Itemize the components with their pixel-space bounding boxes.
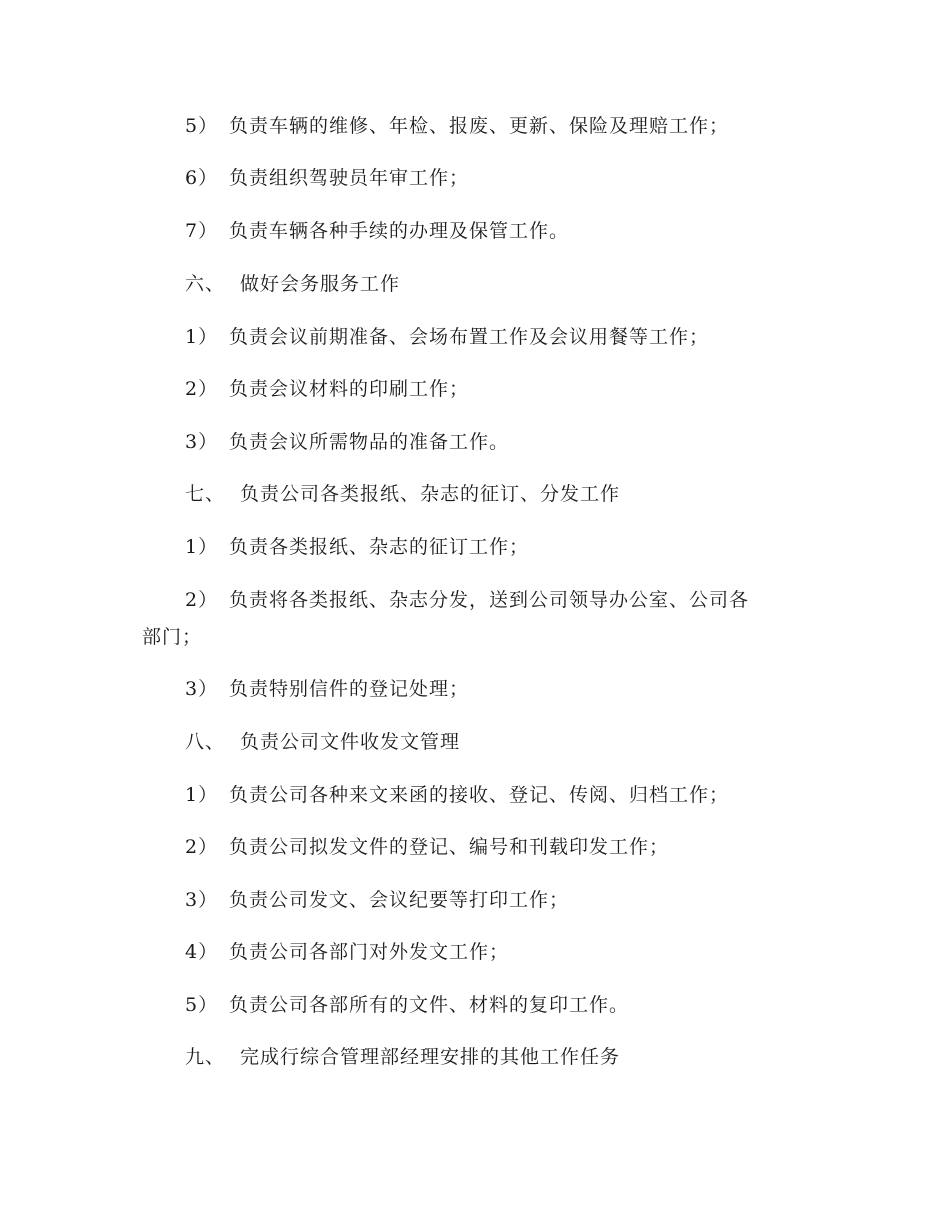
item-continuation: [142, 625, 202, 649]
section-title: 负责公司文件收发文管理: [240, 731, 461, 753]
item-text: 负责会议前期准备、会场布置工作及会议用餐等工作；: [229, 326, 710, 348]
list-item: [185, 430, 509, 454]
list-item: [185, 940, 509, 964]
list-item: [185, 993, 629, 1017]
list-item: [185, 835, 669, 859]
item-marker: 3）: [185, 431, 219, 453]
item-marker: 2）: [185, 836, 219, 858]
item-text: 负责公司发文、会议纪要等打印工作；: [229, 889, 570, 911]
item-marker: 3）: [185, 889, 219, 911]
item-marker: 5）: [185, 994, 219, 1016]
item-text-continuation: 部门；: [142, 626, 203, 648]
item-text: 负责公司各部所有的文件、材料的复印工作。: [229, 994, 630, 1016]
item-marker: 1）: [185, 784, 219, 806]
section-marker: 六、: [185, 273, 226, 295]
list-item: [185, 219, 569, 243]
list-item: [185, 588, 749, 612]
list-item: [185, 114, 729, 138]
item-text: 负责会议材料的印刷工作；: [229, 378, 470, 400]
section-title: 做好会务服务工作: [240, 273, 401, 295]
list-item: [185, 325, 709, 349]
item-marker: 2）: [185, 378, 219, 400]
item-text: 负责将各类报纸、杂志分发，送到公司领导办公室、公司各: [229, 589, 750, 611]
list-item: [185, 535, 529, 559]
section-title: 完成行综合管理部经理安排的其他工作任务: [240, 1046, 621, 1068]
section-marker: 七、: [185, 483, 226, 505]
item-text: 负责各类报纸、杂志的征订工作；: [229, 536, 530, 558]
item-marker: 6）: [185, 167, 219, 189]
item-marker: 2）: [185, 589, 219, 611]
item-marker: 5）: [185, 115, 219, 137]
section-heading: [185, 482, 620, 506]
section-heading: [185, 730, 460, 754]
item-text: 负责公司各种来文来函的接收、登记、传阅、归档工作；: [229, 784, 730, 806]
item-text: 负责会议所需物品的准备工作。: [229, 431, 510, 453]
list-item: [185, 783, 729, 807]
item-text: 负责组织驾驶员年审工作；: [229, 167, 470, 189]
item-text: 负责公司拟发文件的登记、编号和刊载印发工作；: [229, 836, 670, 858]
list-item: [185, 677, 469, 701]
item-marker: 4）: [185, 941, 219, 963]
section-marker: 八、: [185, 731, 226, 753]
section-title: 负责公司各类报纸、杂志的征订、分发工作: [240, 483, 621, 505]
list-item: [185, 377, 469, 401]
item-text: 负责车辆的维修、年检、报废、更新、保险及理赔工作；: [229, 115, 730, 137]
list-item: [185, 888, 569, 912]
list-item: [185, 166, 469, 190]
item-marker: 7）: [185, 220, 219, 242]
item-marker: 1）: [185, 326, 219, 348]
item-marker: 1）: [185, 536, 219, 558]
item-text: 负责特别信件的登记处理；: [229, 678, 470, 700]
item-text: 负责车辆各种手续的办理及保管工作。: [229, 220, 570, 242]
item-marker: 3）: [185, 678, 219, 700]
section-marker: 九、: [185, 1046, 226, 1068]
section-heading: [185, 272, 400, 296]
section-heading: [185, 1045, 620, 1069]
item-text: 负责公司各部门对外发文工作；: [229, 941, 510, 963]
